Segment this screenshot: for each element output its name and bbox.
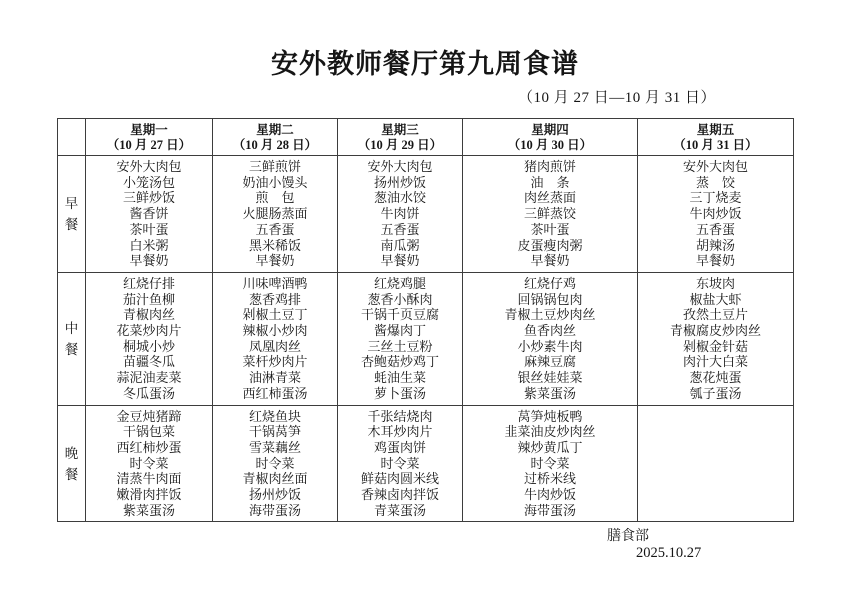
dish-item: 韭菜油皮炒肉丝 [504, 424, 596, 440]
day-date: （10 月 29 日） [357, 137, 443, 152]
menu-table [57, 118, 794, 522]
dish-item: 过桥米线 [523, 471, 576, 487]
meal-label-lunch [58, 272, 86, 405]
dish-item: 鲜菇肉圆米线 [360, 471, 439, 487]
dish-item: 麻辣豆腐 [523, 354, 576, 370]
dish-item: 孜然土豆片 [682, 307, 748, 323]
day-header-thursday [463, 119, 638, 156]
menu-cell-dinner-monday [86, 405, 213, 522]
dish-item: 牛肉炒饭 [689, 206, 742, 222]
dish-item: 猪肉煎饼 [523, 159, 576, 174]
dish-item: 早餐奶 [129, 253, 169, 269]
dish-item: 清蒸牛肉面 [116, 471, 182, 487]
dish-item: 青椒腐皮炒肉丝 [669, 323, 761, 339]
day-date: （10 月 28 日） [232, 137, 318, 152]
dish-item: 红烧鱼块 [248, 408, 301, 424]
day-date: （10 月 31 日） [673, 137, 758, 152]
dish-item: 红烧仔鸡 [523, 275, 576, 291]
day-name: 星期二 [256, 122, 294, 137]
dish-item: 小炒素牛肉 [517, 338, 583, 354]
meal-row-dinner [58, 405, 794, 522]
dish-item: 桐城小炒 [122, 338, 175, 354]
dish-item: 胡辣汤 [695, 237, 735, 253]
dish-item: 扬州炒饭 [373, 174, 426, 190]
dish-item: 木耳炒肉片 [367, 424, 433, 440]
dish-item: 红烧鸡腿 [373, 275, 426, 291]
header-row [58, 119, 794, 156]
day-name: 星期三 [381, 122, 419, 137]
dish-item: 红烧仔排 [122, 275, 175, 291]
dish-item: 花菜炒肉片 [116, 323, 182, 339]
dish-item: 紫菜蛋汤 [122, 502, 175, 518]
dish-item: 五香蛋 [695, 221, 735, 237]
dish-item: 早餐奶 [255, 253, 295, 269]
day-name: 星期四 [531, 122, 569, 137]
meal-row-breakfast [58, 156, 794, 273]
footer [607, 528, 850, 562]
dish-item: 火腿肠蒸面 [242, 206, 308, 222]
page-title: 安外教师餐厅第九周食谱 [271, 49, 579, 79]
footer-date: 2025.10.27 [636, 545, 702, 562]
dish-item: 鸡蛋肉饼 [373, 439, 426, 455]
dish-item: 油 条 [530, 174, 570, 190]
dish-item: 香辣卤肉拌饭 [360, 487, 439, 503]
dish-item: 茶叶蛋 [530, 221, 570, 237]
dish-item: 西红柿蛋汤 [242, 385, 308, 401]
dish-item: 葱油水饺 [373, 190, 426, 206]
dish-item: 煎 包 [255, 190, 295, 206]
dish-item: 杏鲍菇炒鸡丁 [360, 354, 439, 370]
dish-item: 凤凰肉丝 [248, 338, 301, 354]
day-header-monday [86, 119, 213, 156]
dish-item: 紫菜蛋汤 [523, 385, 576, 401]
dish-item: 时令菜 [255, 455, 295, 471]
dish-item: 回锅锅包肉 [517, 291, 583, 307]
dish-item: 剁椒金针菇 [682, 338, 748, 354]
dish-item: 酱香饼 [129, 206, 169, 222]
meal-label-text: 早餐 [64, 195, 79, 232]
meal-row-lunch [58, 272, 794, 405]
dish-item: 辣炒黄瓜丁 [517, 439, 583, 455]
dish-item: 蚝油生菜 [373, 370, 426, 386]
dish-item: 茶叶蛋 [129, 221, 169, 237]
dish-item: 千张结烧肉 [367, 408, 433, 424]
menu-cell-breakfast-thursday [463, 156, 638, 273]
date-range: （10 月 27 日—10 月 31 日） [518, 90, 717, 106]
dish-item: 东坡肉 [695, 275, 735, 291]
day-header-friday [638, 119, 794, 156]
menu-cell-lunch-monday [86, 272, 213, 405]
dish-item: 五香蛋 [255, 221, 295, 237]
footer-department: 膳食部 [607, 529, 649, 545]
menu-cell-lunch-tuesday [213, 272, 338, 405]
meal-label-breakfast [58, 156, 86, 273]
menu-cell-breakfast-tuesday [213, 156, 338, 273]
dish-item: 酱爆肉丁 [373, 323, 426, 339]
dish-item: 油淋青菜 [248, 370, 301, 386]
dish-item: 干锅莴笋 [248, 424, 301, 440]
dish-item: 时令菜 [530, 455, 570, 471]
menu-cell-breakfast-wednesday [338, 156, 463, 273]
dish-item: 三丁烧麦 [689, 190, 742, 206]
meal-label-dinner [58, 405, 86, 522]
dish-item: 嫩滑肉拌饭 [116, 487, 182, 503]
dish-item: 肉丝蒸面 [523, 190, 576, 206]
dish-item: 奶油小馒头 [242, 174, 308, 190]
dish-item: 葱香鸡排 [248, 291, 301, 307]
dish-item: 海带蛋汤 [523, 502, 576, 518]
day-name: 星期一 [130, 122, 168, 137]
corner-cell [58, 119, 86, 156]
menu-cell-breakfast-monday [86, 156, 213, 273]
dish-item: 冬瓜蛋汤 [122, 385, 175, 401]
day-name: 星期五 [696, 122, 735, 137]
dish-item: 菜杆炒肉片 [242, 354, 308, 370]
dish-item: 白米粥 [129, 237, 169, 253]
dish-item: 海带蛋汤 [248, 502, 301, 518]
dish-item: 青椒土豆炒肉丝 [504, 307, 596, 323]
dish-item: 早餐奶 [380, 253, 420, 269]
dish-item: 茄汁鱼柳 [122, 291, 175, 307]
day-header-tuesday [213, 119, 338, 156]
menu-cell-dinner-tuesday [213, 405, 338, 522]
dish-item: 时令菜 [129, 455, 169, 471]
dish-item: 青椒肉丝 [122, 307, 175, 323]
day-date: （10 月 27 日） [106, 137, 192, 152]
meal-label-text: 晚餐 [64, 445, 79, 482]
dish-item: 雪菜藕丝 [248, 439, 301, 455]
dish-item: 早餐奶 [695, 253, 735, 269]
dish-item: 苗疆冬瓜 [122, 354, 175, 370]
dish-item: 时令菜 [380, 455, 420, 471]
dish-item: 安外大肉包 [367, 159, 433, 174]
menu-cell-lunch-thursday [463, 272, 638, 405]
dish-item: 安外大肉包 [682, 159, 748, 174]
dish-item: 辣椒小炒肉 [242, 323, 308, 339]
menu-cell-dinner-friday [638, 405, 794, 522]
dish-item: 扬州炒饭 [248, 487, 301, 503]
dish-item: 皮蛋瘦肉粥 [517, 237, 583, 253]
dish-item: 干锅千页豆腐 [360, 307, 439, 323]
dish-item: 银丝娃娃菜 [517, 370, 583, 386]
dish-item: 椒盐大虾 [689, 291, 742, 307]
dish-item: 干锅包菜 [122, 424, 175, 440]
dish-item: 青椒肉丝面 [242, 471, 308, 487]
meal-label-text: 中餐 [64, 320, 79, 357]
dish-item: 川味啤酒鸭 [242, 275, 308, 291]
dish-item: 肉汁大白菜 [682, 354, 748, 370]
dish-item: 三鲜炒饭 [122, 190, 175, 206]
day-header-wednesday [338, 119, 463, 156]
dish-item: 青菜蛋汤 [373, 502, 426, 518]
dish-item: 牛肉炒饭 [523, 487, 576, 503]
menu-cell-dinner-wednesday [338, 405, 463, 522]
dish-item: 五香蛋 [380, 221, 420, 237]
dish-item: 蒸 饺 [695, 174, 735, 190]
dish-item: 安外大肉包 [116, 159, 182, 174]
dish-item: 葱花炖蛋 [689, 370, 742, 386]
dish-item: 早餐奶 [530, 253, 570, 269]
menu-cell-lunch-wednesday [338, 272, 463, 405]
dish-item: 萝卜蛋汤 [373, 385, 426, 401]
dish-item: 小笼汤包 [122, 174, 175, 190]
menu-cell-lunch-friday [638, 272, 794, 405]
dish-item: 葱香小酥肉 [367, 291, 433, 307]
menu-cell-dinner-thursday [463, 405, 638, 522]
dish-item: 三鲜蒸饺 [523, 206, 576, 222]
dish-item: 瓠子蛋汤 [689, 385, 742, 401]
day-date: （10 月 30 日） [507, 137, 593, 152]
dish-item: 西红柿炒蛋 [116, 439, 182, 455]
dish-item: 三鲜煎饼 [248, 159, 301, 174]
dish-item: 牛肉饼 [380, 206, 420, 222]
menu-cell-breakfast-friday [638, 156, 794, 273]
dish-item: 鱼香肉丝 [523, 323, 576, 339]
dish-item: 金豆炖猪蹄 [116, 408, 182, 424]
dish-item: 黑米稀饭 [248, 237, 301, 253]
dish-item: 南瓜粥 [380, 237, 420, 253]
dish-item: 莴笋炖板鸭 [517, 408, 583, 424]
dish-item: 蒜泥油麦菜 [116, 370, 182, 386]
dish-item: 剁椒土豆丁 [242, 307, 308, 323]
dish-item: 三丝土豆粉 [367, 338, 433, 354]
